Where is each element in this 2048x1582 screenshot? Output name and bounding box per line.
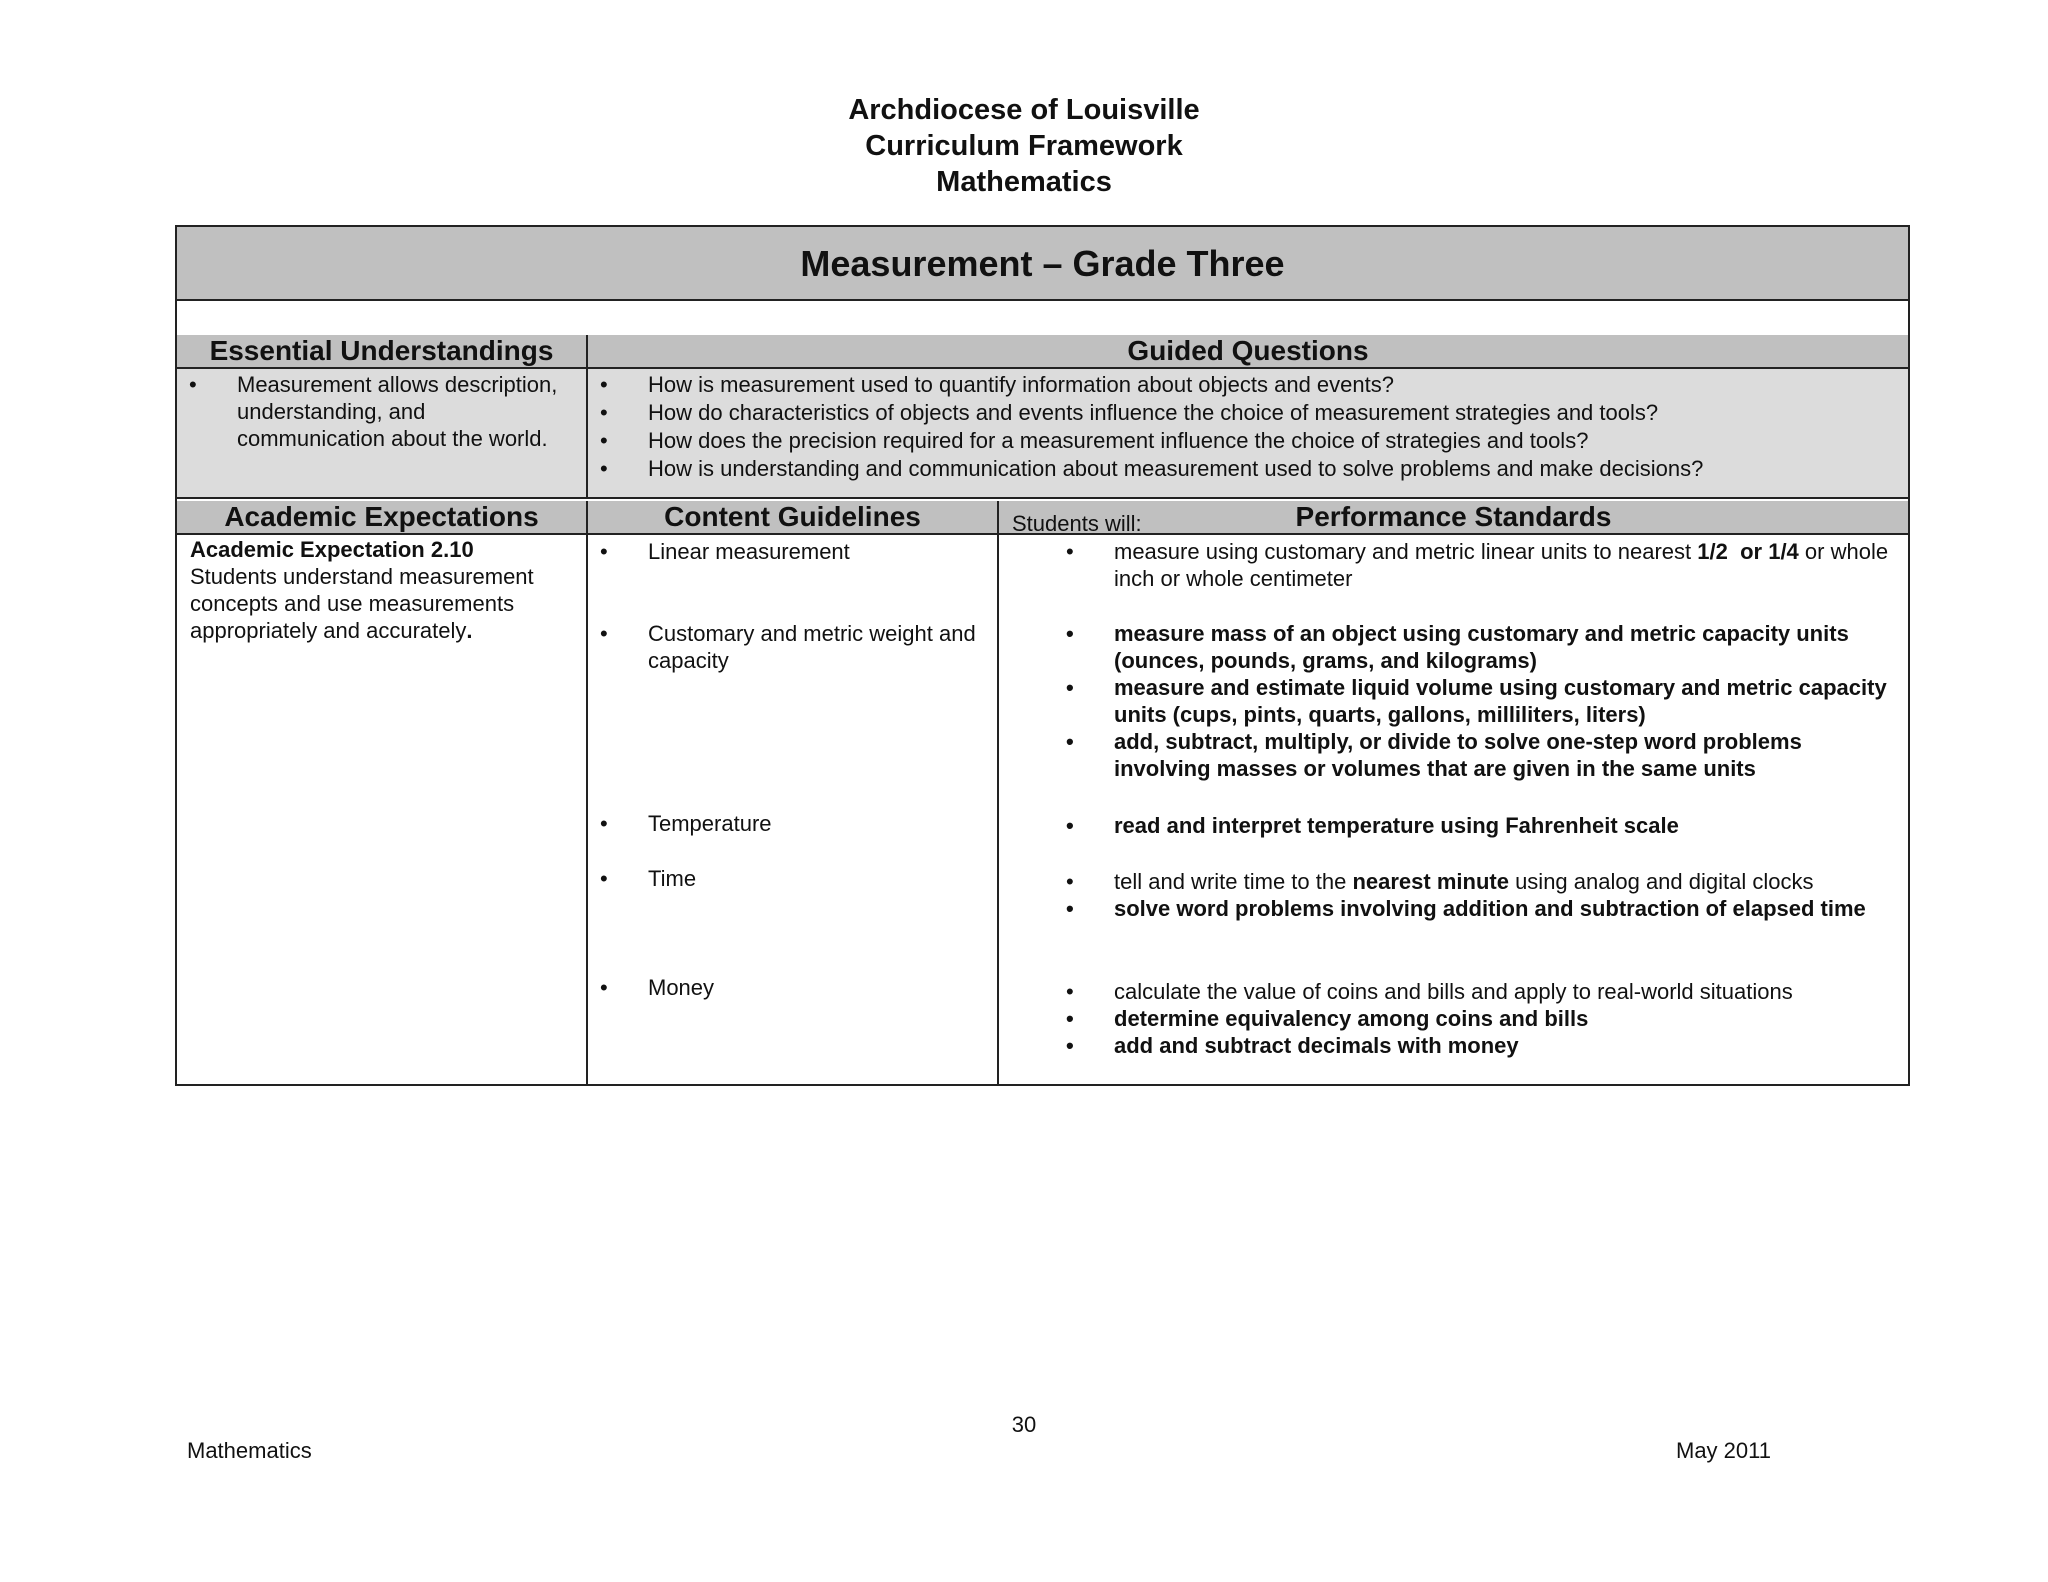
weight-capacity-standards	[1054, 620, 1894, 782]
money-standards	[1054, 978, 1894, 1059]
guided-question-item: • How is understanding and communication about measurement used to solve problems and make decisions?	[588, 455, 1898, 483]
page-number: 30	[1011, 1412, 1037, 1437]
guided-questions-cell	[588, 371, 1908, 483]
guided-question-item: • How is measurement used to quantify information about objects and events?	[588, 371, 1898, 399]
performance-standard-item	[1054, 538, 1894, 592]
temperature-standards	[1054, 812, 1894, 839]
essential-understandings-cell	[177, 371, 586, 452]
footer-subject: Mathematics	[187, 1438, 312, 1463]
header-framework: Curriculum Framework	[865, 130, 1183, 162]
eu-gq-body-row	[177, 369, 1908, 499]
academic-expectation-title: Academic Expectation 2.10	[190, 537, 474, 562]
guided-questions-header: Guided Questions	[1127, 335, 1369, 366]
guided-question-item: • How does the precision required for a measurement influence the choice of strategies and tools?	[588, 427, 1898, 455]
content-guidelines-header: Content Guidelines	[664, 501, 921, 532]
curriculum-table	[175, 225, 1910, 1086]
eu-gq-header-row	[177, 335, 1908, 369]
header-organization: Archdiocese of Louisville	[848, 94, 1200, 126]
performance-standard-item: • calculate the value of coins and bills and apply to real-world situations	[1054, 978, 1894, 1005]
standard-emphasis: or 1/4	[1727, 539, 1799, 564]
standard-emphasis: nearest minute	[1352, 869, 1509, 894]
academic-expectations-header: Academic Expectations	[224, 501, 539, 532]
guided-question-item: • How do characteristics of objects and events influence the choice of measurement strategies and tools?	[588, 399, 1898, 427]
content-guideline-item: • Linear measurement	[588, 538, 1003, 565]
academic-expectations-cell	[190, 510, 580, 644]
content-guideline-item: • Money	[588, 974, 1003, 1001]
academic-expectation-body: Students understand measurement concepts and use measurements appropriately and accurately	[190, 564, 534, 643]
linear-standards	[1054, 538, 1894, 592]
performance-standard-item: • add and subtract decimals with money	[1054, 1032, 1894, 1059]
header-subject: Mathematics	[936, 166, 1112, 198]
content-guideline-item: • Temperature	[588, 810, 1003, 837]
performance-standard-item: • determine equivalency among coins and bills	[1054, 1005, 1894, 1032]
performance-standard-item: • read and interpret temperature using Fahrenheit scale	[1054, 812, 1894, 839]
academic-expectation-period: .	[466, 618, 473, 643]
students-will-label: Students will:	[1012, 511, 1142, 536]
performance-standard-item: • solve word problems involving addition and subtraction of elapsed time	[1054, 895, 1894, 922]
content-guideline-item: • Customary and metric weight and capacity	[588, 620, 1003, 674]
essential-understandings-header: Essential Understandings	[209, 335, 554, 366]
standard-text: using analog and digital clocks	[1508, 869, 1814, 894]
performance-standard-item: • measure and estimate liquid volume using customary and metric capacity units (cups, pints, quarts, gallons, milliliters, liters)	[1054, 674, 1894, 728]
footer-date: May 2011	[1676, 1438, 1771, 1463]
document-header	[0, 92, 2048, 200]
performance-standards-header: Performance Standards	[1295, 501, 1612, 532]
standard-text: or whole inch or whole centimeter	[1114, 539, 1889, 591]
standard-text: tell and write time to the	[1114, 869, 1353, 894]
standard-text: measure using customary and metric linear units to nearest	[1114, 539, 1698, 564]
standard-emphasis: 1/2	[1697, 539, 1728, 564]
performance-standard-item: • measure mass of an object using customary and metric capacity units (ounces, pounds, grams, and kilograms)	[1054, 620, 1894, 674]
time-standards	[1054, 868, 1894, 922]
performance-standard-item	[1054, 868, 1894, 895]
content-guideline-item: • Time	[588, 865, 1003, 892]
table-title: Measurement – Grade Three	[177, 227, 1908, 301]
essential-understanding-item: • Measurement allows description, understanding, and communication about the world.	[177, 371, 576, 452]
academic-expectation-text	[190, 563, 580, 644]
performance-standard-item: • add, subtract, multiply, or divide to solve one-step word problems involving masses or volumes that are given in the same units	[1054, 728, 1894, 782]
